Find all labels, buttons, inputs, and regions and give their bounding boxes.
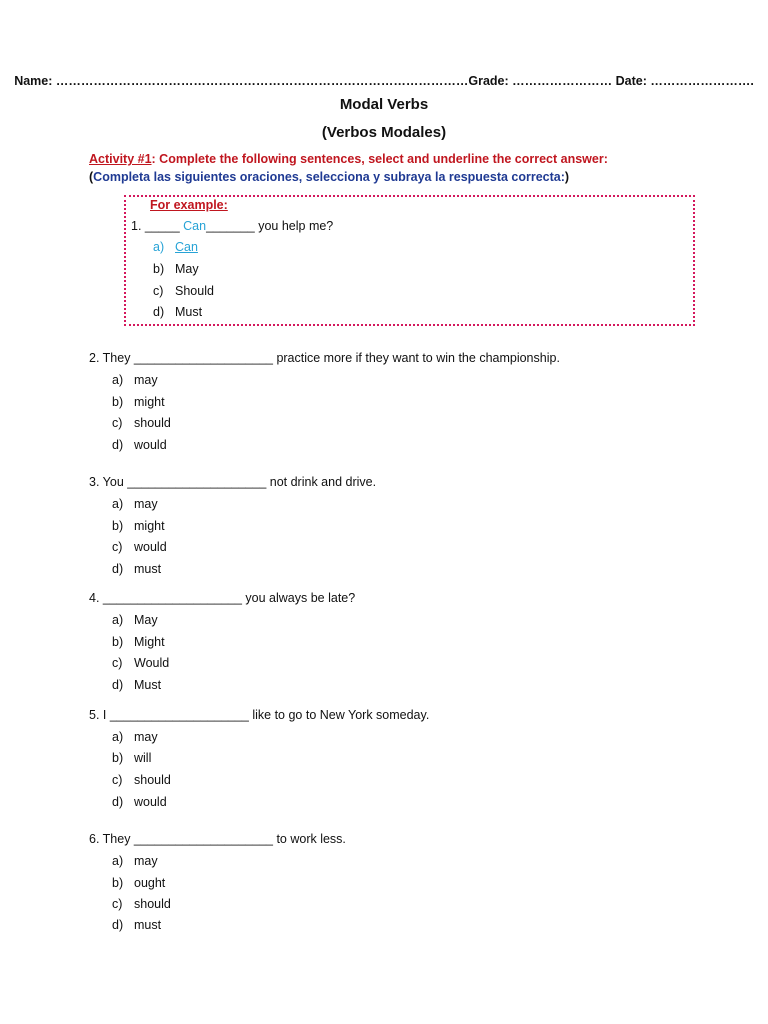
example-question: [131, 219, 333, 233]
q2-option-b[interactable]: [112, 395, 165, 409]
question-2: 2. They ____________________ practice more if they want to win the championship.: [89, 351, 560, 365]
option-text: may: [134, 373, 158, 387]
option-letter: a): [112, 497, 124, 511]
q5-option-a[interactable]: [112, 730, 158, 744]
option-letter: c): [112, 416, 123, 430]
option-text: Should: [175, 284, 214, 298]
example-option-b[interactable]: [153, 262, 199, 276]
q3-option-c[interactable]: [112, 540, 167, 554]
option-text: would: [134, 795, 167, 809]
option-letter: c): [112, 773, 123, 787]
q4-option-c[interactable]: [112, 656, 169, 670]
option-text: May: [175, 262, 199, 276]
option-letter: b): [153, 262, 165, 276]
option-letter: c): [112, 656, 123, 670]
q2-option-a[interactable]: [112, 373, 158, 387]
option-text: Might: [134, 635, 165, 649]
option-letter: c): [112, 897, 123, 911]
q4-option-b[interactable]: [112, 635, 165, 649]
option-letter: d): [112, 678, 124, 692]
q6-option-a[interactable]: [112, 854, 158, 868]
option-letter: a): [112, 613, 124, 627]
option-letter: b): [112, 876, 124, 890]
option-text: Can: [175, 240, 198, 254]
option-letter: a): [112, 730, 124, 744]
worksheet-subtitle: (Verbos Modales): [321, 124, 447, 141]
activity-label: Activity #1: [89, 152, 152, 166]
option-letter: b): [112, 635, 124, 649]
example-question-suffix: _______ you help me?: [206, 219, 334, 233]
q6-option-d[interactable]: [112, 918, 161, 932]
option-text: may: [134, 497, 158, 511]
option-letter: c): [153, 284, 164, 298]
example-option-d[interactable]: [153, 305, 202, 319]
option-text: might: [134, 519, 165, 533]
option-letter: d): [112, 438, 124, 452]
option-text: must: [134, 562, 162, 576]
example-answer: Can: [183, 219, 207, 233]
q4-option-d[interactable]: [112, 678, 161, 692]
example-option-c[interactable]: [153, 284, 214, 298]
question-4: 4. ____________________ you always be late?: [89, 591, 356, 605]
q6-option-c[interactable]: [112, 897, 171, 911]
example-box: [124, 195, 695, 326]
option-text: must: [134, 918, 162, 932]
option-text: should: [134, 416, 171, 430]
option-letter: b): [112, 519, 124, 533]
student-info-line: Name: ………………………………………………………………………………………Grade: …………………… Date: …………………….: [14, 74, 754, 88]
option-letter: d): [153, 305, 165, 319]
option-text: Must: [175, 305, 203, 319]
option-letter: a): [153, 240, 165, 254]
option-letter: a): [112, 854, 124, 868]
option-text: Must: [134, 678, 162, 692]
question-6: 6. They ____________________ to work less.: [89, 832, 346, 846]
option-text: should: [134, 773, 171, 787]
option-letter: c): [112, 540, 123, 554]
option-text: May: [134, 613, 158, 627]
question-3: 3. You ____________________ not drink and drive.: [89, 475, 377, 489]
worksheet-title: Modal Verbs: [339, 96, 429, 113]
activity-instruction-spanish: [89, 170, 569, 184]
activity-text: : Complete the following sentences, select and underline the correct answer:: [151, 152, 608, 166]
q3-option-a[interactable]: [112, 497, 158, 511]
option-letter: d): [112, 795, 124, 809]
q2-option-c[interactable]: [112, 416, 171, 430]
option-text: would: [134, 540, 167, 554]
option-text: will: [134, 751, 152, 765]
q6-option-b[interactable]: [112, 876, 165, 890]
option-letter: b): [112, 395, 124, 409]
q3-option-d[interactable]: [112, 562, 161, 576]
paren-open: (: [89, 170, 94, 184]
q4-option-a[interactable]: [112, 613, 158, 627]
q5-option-c[interactable]: [112, 773, 171, 787]
option-letter: d): [112, 918, 124, 932]
q3-option-b[interactable]: [112, 519, 165, 533]
example-heading: For example:: [150, 198, 228, 212]
q5-option-b[interactable]: [112, 751, 151, 765]
example-question-prefix: 1. _____: [131, 219, 184, 233]
option-text: ought: [134, 876, 166, 890]
option-text: should: [134, 897, 171, 911]
option-letter: b): [112, 751, 124, 765]
example-option-a[interactable]: [153, 240, 198, 254]
option-text: would: [134, 438, 167, 452]
question-5: 5. I ____________________ like to go to New York someday.: [89, 708, 430, 722]
option-text: may: [134, 854, 158, 868]
option-letter: d): [112, 562, 124, 576]
option-text: Would: [134, 656, 170, 670]
q2-option-d[interactable]: [112, 438, 167, 452]
option-letter: a): [112, 373, 124, 387]
option-text: might: [134, 395, 165, 409]
activity-instruction: [89, 152, 608, 166]
q5-option-d[interactable]: [112, 795, 167, 809]
paren-close: ): [564, 170, 570, 184]
option-text: may: [134, 730, 158, 744]
activity-text-spanish: Completa las siguientes oraciones, selecciona y subraya la respuesta correcta:: [93, 170, 565, 184]
